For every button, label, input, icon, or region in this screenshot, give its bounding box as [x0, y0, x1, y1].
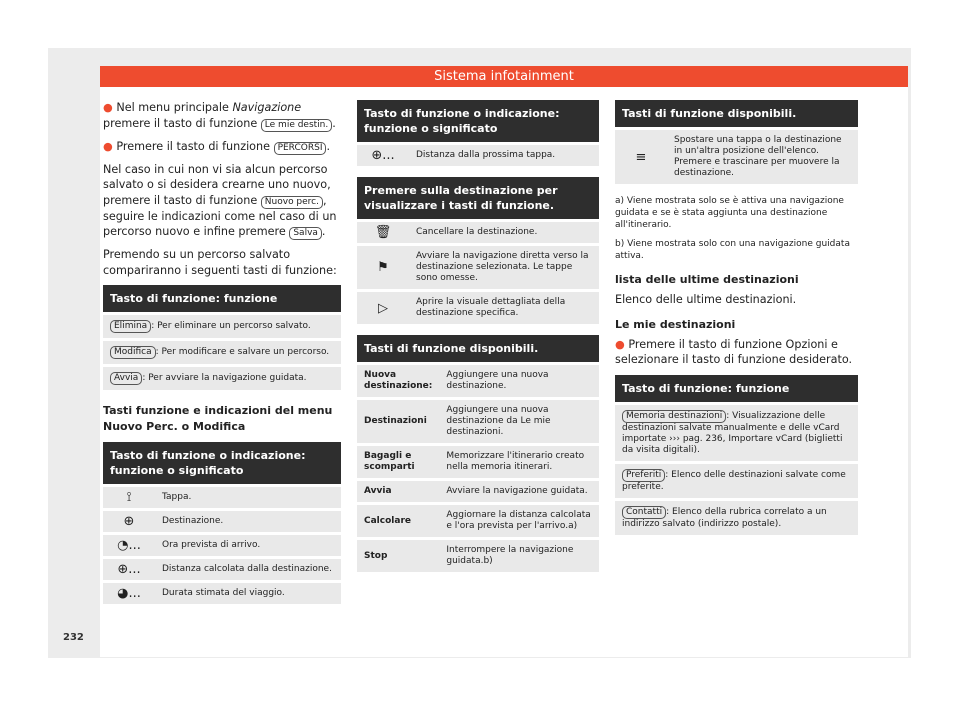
table-cell: Distanza dalla prossima tappa. [409, 145, 599, 169]
distance-icon: ⊕... [357, 145, 409, 169]
column-1 [103, 100, 341, 607]
table-header: Tasto di funzione: funzione [103, 285, 341, 315]
paragraph-2: Premendo su un percorso salvato compariranno i seguenti tasti di funzione: [103, 248, 337, 277]
trash-icon: 🗑 [357, 222, 409, 246]
table-header: Tasto di funzione o indicazione: funzione o significato [103, 442, 341, 487]
drag-handle-icon: ≡ [615, 130, 667, 187]
table-cell: Avviare la navigazione guidata. [439, 481, 599, 505]
waypoint-icon: ⟟ [103, 487, 155, 511]
row-label: Nuova destinazione: [357, 365, 439, 400]
table-cell: Destinazione. [155, 511, 341, 535]
distance-icon: ⊕... [103, 559, 155, 583]
table-cell: Spostare una tappa o la destinazione in un'altra posizione dell'elenco. Premere e trascinare per muovere la destinazione. [667, 130, 858, 187]
table-tasti-disponibili [357, 335, 599, 575]
page-number: 232 [63, 632, 84, 643]
key-avvia[interactable]: Avvia [110, 372, 142, 385]
column-3 [615, 100, 858, 538]
table-row: Elimina : Per eliminare un percorso salvato. [103, 315, 341, 341]
table-row: Modifica : Per modificare e salvare un percorso. [103, 341, 341, 367]
bullet-opzioni: ● Premere il tasto di funzione Opzioni e selezionare il tasto di funzione desiderato. [615, 337, 853, 366]
key-salva[interactable]: Salva [289, 227, 322, 240]
table-destinazione [357, 177, 599, 327]
key-preferiti[interactable]: Preferiti [622, 469, 665, 482]
table-funzioni-percorso [103, 285, 341, 393]
table-cell: Durata stimata del viaggio. [155, 583, 341, 607]
key-nuovo-perc[interactable]: Nuovo perc. [261, 196, 323, 209]
table-cell: Aggiungere una nuova destinazione. [439, 365, 599, 400]
subheading-menu: Tasti funzione e indicazioni del menu Nuovo Perc. o Modifica [103, 404, 333, 433]
table-cell: Distanza calcolata dalla destinazione. [155, 559, 341, 583]
table-cell: Interrompere la navigazione guidata.b) [439, 540, 599, 575]
table-header: Premere sulla destinazione per visualizzare i tasti di funzione. [357, 177, 599, 222]
bullet-1: ● Nel menu principale Navigazione premere il tasto di funzione Le mie destin. . [103, 101, 336, 130]
table-cell: Memorizzare l'itinerario creato nella memoria itinerari. [439, 446, 599, 481]
table-cell: Avviare la navigazione diretta verso la destinazione selezionata. Le tappe sono omesse. [409, 246, 599, 292]
key-memoria-destinazioni[interactable]: Memoria destinazioni [622, 410, 726, 423]
table-cell: Cancellare la destinazione. [409, 222, 599, 246]
heading-ultime-destinazioni: lista delle ultime destinazioni [615, 273, 799, 286]
page-header: Sistema infotainment [100, 66, 908, 87]
table-row: Preferiti : Elenco delle destinazioni salvate come preferite. [615, 464, 858, 501]
row-label: Calcolare [357, 505, 439, 540]
table-cell: Aggiornare la distanza calcolata e l'ora prevista per l'arrivo.a) [439, 505, 599, 540]
key-elimina[interactable]: Elimina [110, 320, 151, 333]
key-modifica[interactable]: Modifica [110, 346, 156, 359]
column-2 [357, 100, 599, 575]
table-distanza-tappa [357, 100, 599, 169]
table-cell: Aggiungere una nuova destinazione da Le mie destinazioni. [439, 400, 599, 446]
row-label: Destinazioni [357, 400, 439, 446]
table-cell: Ora prevista di arrivo. [155, 535, 341, 559]
duration-icon: ◕... [103, 583, 155, 607]
table-cell: Tappa. [155, 487, 341, 511]
paragraph-1: Nel caso in cui non vi sia alcun percorso salvato o si desidera crearne uno nuovo, premere il tasto di funzione Nuovo perc. , seguire le indicazioni come nel caso di un percorso nuovo e infine premere Salva . [103, 162, 337, 238]
table-header: Tasti di funzione disponibili. [615, 100, 858, 130]
footnote-a: a) Viene mostrata solo se è attiva una navigazione guidata e se è stata aggiunta una destinazione all'itinerario. [615, 196, 844, 230]
bullet-2: ● Premere il tasto di funzione PERCORSI . [103, 139, 331, 153]
table-header: Tasti di funzione disponibili. [357, 335, 599, 365]
play-icon: ▷ [357, 292, 409, 327]
flag-icon: ⚑ [357, 246, 409, 292]
row-label: Stop [357, 540, 439, 575]
table-mie-destinazioni [615, 375, 858, 538]
table-row: Memoria destinazioni : Visualizzazione delle destinazioni salvate manualmente e delle vCard importate ››› pag. 236, Importare vCard (biglietti da visita digitali). [615, 405, 858, 464]
table-cell: Aprire la visuale dettagliata della destinazione specifica. [409, 292, 599, 327]
key-percorsi[interactable]: PERCORSI [274, 142, 327, 155]
table-row: Avvia : Per avviare la navigazione guidata. [103, 367, 341, 393]
row-label: Avvia [357, 481, 439, 505]
table-row: Contatti : Elenco della rubrica correlato a un indirizzo salvato (indirizzo postale). [615, 501, 858, 538]
table-indicazioni [103, 442, 341, 607]
table-spostare-tappa [615, 100, 858, 187]
destination-icon: ⊕ [103, 511, 155, 535]
table-header: Tasto di funzione o indicazione: funzione o significato [357, 100, 599, 145]
paragraph-ultime: Elenco delle ultime destinazioni. [615, 292, 797, 306]
footnote-b: b) Viene mostrata solo con una navigazione guidata attiva. [615, 239, 850, 261]
row-label: Bagagli e scomparti [357, 446, 439, 481]
key-le-mie-destin[interactable]: Le mie destin. [261, 119, 332, 132]
key-contatti[interactable]: Contatti [622, 506, 666, 519]
heading-mie-destinazioni: Le mie destinazioni [615, 318, 736, 331]
table-header: Tasto di funzione: funzione [615, 375, 858, 405]
clock-icon: ◔... [103, 535, 155, 559]
